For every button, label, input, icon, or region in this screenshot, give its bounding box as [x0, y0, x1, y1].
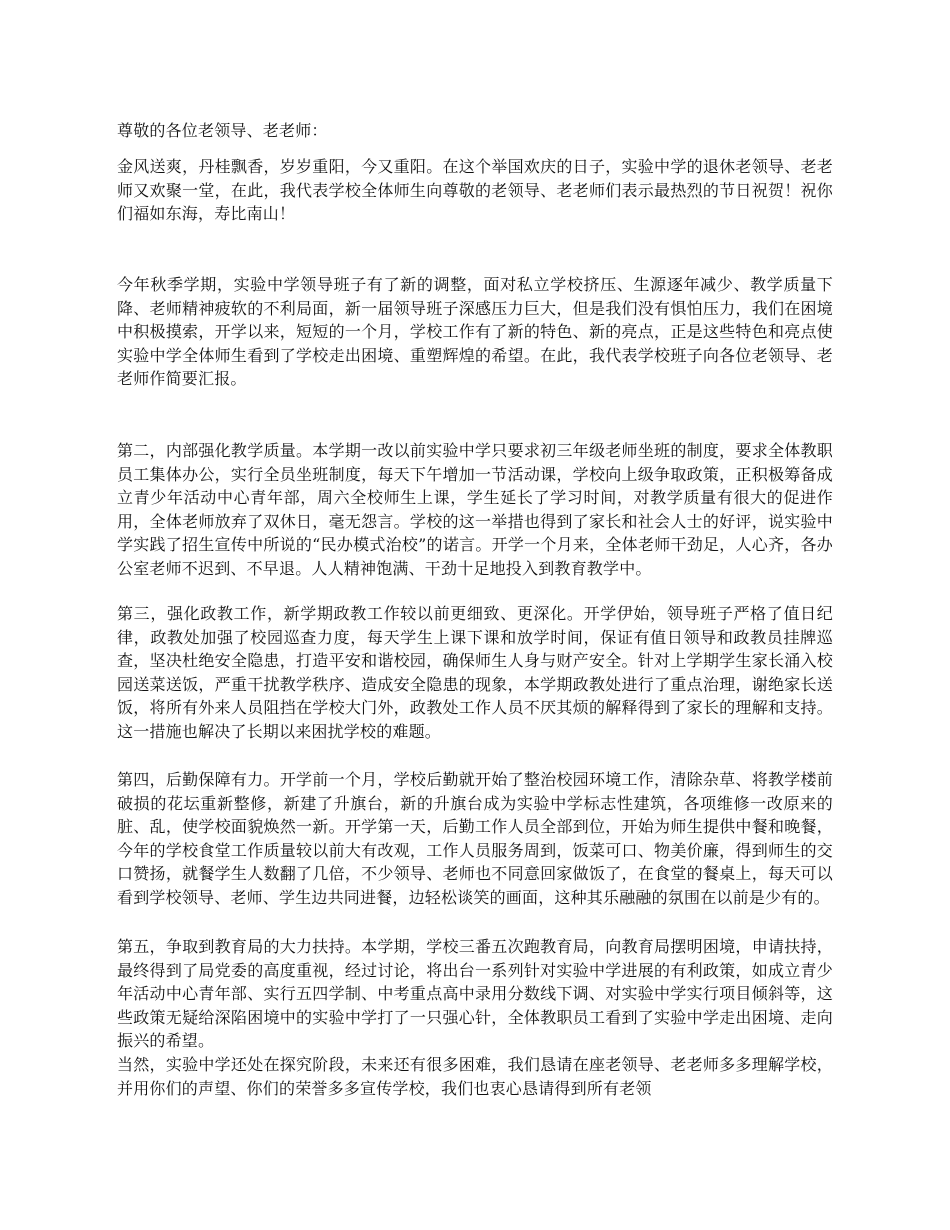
paragraph-education-bureau-support: 第五，争取到教育局的大力扶持。本学期，学校三番五次跑教育局，向教育局摆明困境，申请扶持，最终得到了局党委的高度重视，经过讨论，将出台一系列针对实验中学进展的有利政策，如成立青少年活动中心青年部、实行五四学制、中考重点高中录用分数线下调、对实验中学实行项目倾斜等，这些政策无疑给深陷困境中的实验中学打了一只强心针，全体教职员工看到了实验中学走出困境、走向振兴的希望。: [117, 937, 833, 1050]
paragraph-teaching-quality: 第二，内部强化教学质量。本学期一改以前实验中学只要求初三年级老师坐班的制度，要求全体教职员工集体办公，实行全员坐班制度，每天下午增加一节活动课，学校向上级争取政策，正积极筹备成立青少年活动中心青年部，周六全校师生上课，学生延长了学习时间，对教学质量有很大的促进作用，全体老师放弃了双休日，毫无怨言。学校的这一举措也得到了家长和社会人士的好评，说实验中学实践了招生宣传中所说的“民办模式治校”的诺言。开学一个月来，全体老师干劲足，人心齐，各办公室老师不迟到、不早退。人人精神饱满、干劲十足地投入到教育教学中。: [117, 441, 833, 578]
paragraph-closing: 当然，实验中学还处在探究阶段，未来还有很多困难，我们恳请在座老领导、老老师多多理解学校，并用你们的声望、你们的荣誉多多宣传学校，我们也衷心恳请得到所有老领: [117, 1055, 833, 1098]
paragraph-logistics: 第四，后勤保障有力。开学前一个月，学校后勤就开始了整治校园环境工作，清除杂草、将教学楼前破损的花坛重新整修，新建了升旗台，新的升旗台成为实验中学标志性建筑，各项维修一改原来的脏、乱，使学校面貌焕然一新。开学第一天，后勤工作人员全部到位，开始为师生提供中餐和晚餐，今年的学校食堂工作质量较以前大有改观，工作人员服务周到，饭菜可口、物美价廉，得到师生的交口赞扬，就餐学生人数翻了几倍，不少领导、老师也不同意回家做饭了，在食堂的餐桌上，每天可以看到学校领导、老师、学生边共同进餐，边轻松谈笑的画面，这种其乐融融的氛围在以前是少有的。: [117, 770, 833, 907]
paragraph-opening: 金风送爽，丹桂飘香，岁岁重阳，今又重阳。在这个举国欢庆的日子，实验中学的退休老领导、老老师又欢聚一堂，在此，我代表学校全体师生向尊敬的老领导、老老师们表示最热烈的节日祝贺！祝你们福如东海，寿比南山！: [117, 157, 833, 223]
paragraph-political-education: 第三，强化政教工作，新学期政教工作较以前更细致、更深化。开学伊始，领导班子严格了值日纪律，政教处加强了校园巡查力度，每天学生上课下课和放学时间，保证有值日领导和政教员挂牌巡查，坚决杜绝安全隐患，打造平安和谐校园，确保师生人身与财产安全。针对上学期学生家长涌入校园送菜送饭，严重干扰教学秩序、造成安全隐患的现象，本学期政教处进行了重点治理，谢绝家长送饭，将所有外来人员阻挡在学校大门外，政教处工作人员不厌其烦的解释得到了家长的理解和支持。这一措施也解决了长期以来困扰学校的难题。: [117, 604, 833, 741]
greeting-line: 尊敬的各位老领导、老老师：: [117, 121, 328, 140]
paragraph-overview: 今年秋季学期，实验中学领导班子有了新的调整，面对私立学校挤压、生源逐年减少、教学质量下降、老师精神疲软的不利局面，新一届领导班子深感压力巨大，但是我们没有惧怕压力，我们在困境中积极摸索，开学以来，短短的一个月，学校工作有了新的特色、新的亮点，正是这些特色和亮点使实验中学全体师生看到了学校走出困境、重塑辉煌的希望。在此，我代表学校班子向各位老领导、老老师作简要汇报。: [117, 275, 833, 388]
